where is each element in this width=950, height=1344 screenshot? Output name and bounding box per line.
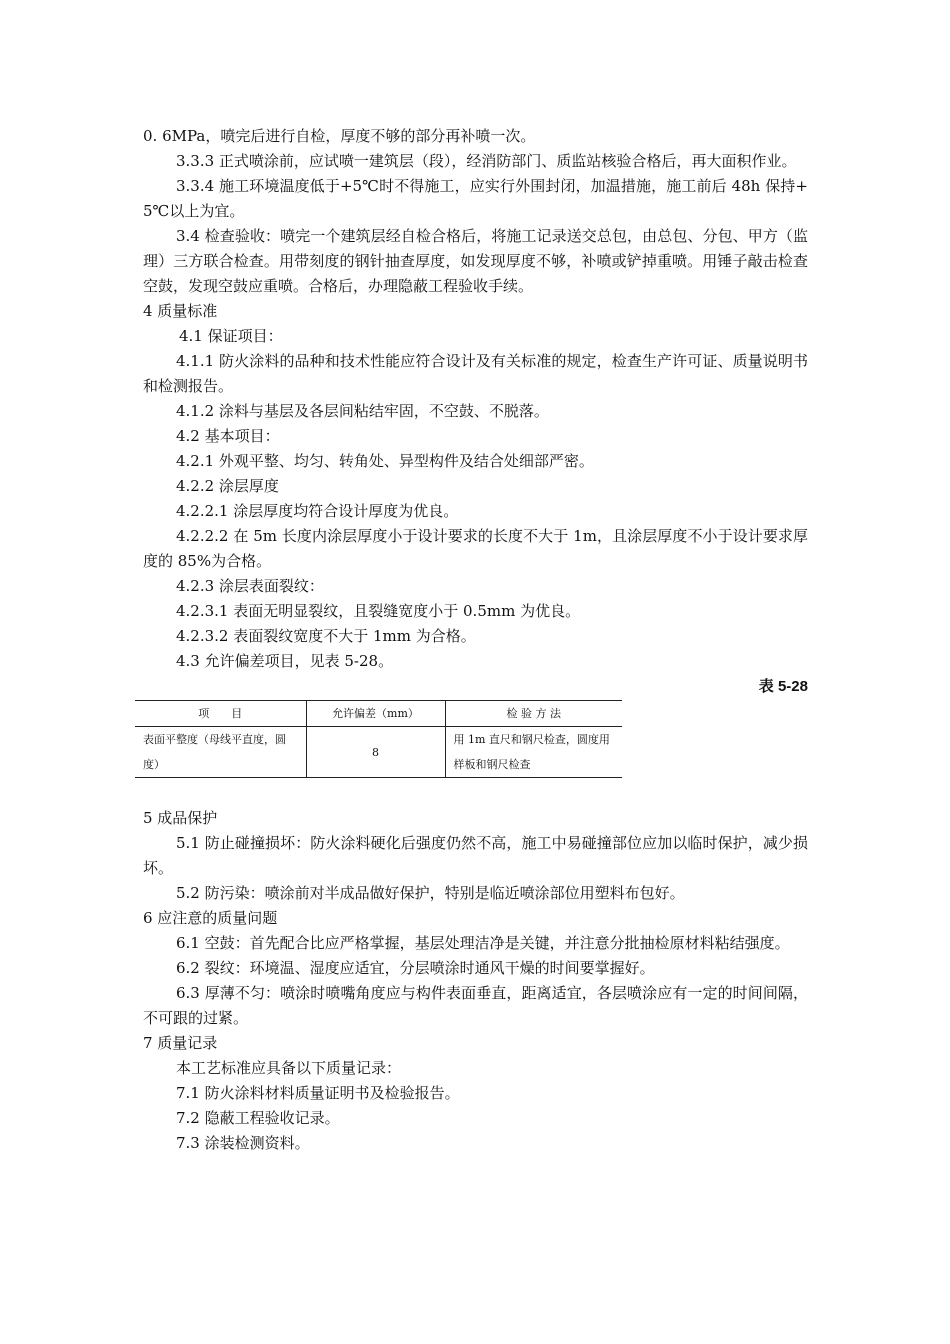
- paragraph-5-1: 5.1 防止碰撞损坏：防火涂料硬化后强度仍然不高，施工中易碰撞部位应加以临时保护，减少损坏。: [143, 834, 808, 877]
- paragraph-4-1: 4.1 保证项目：: [179, 327, 283, 345]
- table-cell-tolerance: 8: [306, 727, 445, 778]
- paragraph-4-2-3-1: 4.2.3.1 表面无明显裂纹，且裂缝宽度小于 0.5mm 为优良。: [176, 602, 581, 620]
- paragraph-4-2-3: 4.2.3 涂层表面裂纹：: [176, 577, 324, 595]
- section-heading-7: 7 质量记录: [143, 1034, 218, 1052]
- paragraph-4-2-2: 4.2.2 涂层厚度: [176, 477, 279, 495]
- paragraph-5-2: 5.2 防污染：喷涂前对半成品做好保护，特别是临近喷涂部位用塑料布包好。: [176, 884, 685, 902]
- table-header-tolerance: 允许偏差（mm）: [306, 701, 445, 727]
- table-header-row: [135, 701, 622, 727]
- paragraph-3-3-4: 3.3.4 施工环境温度低于+5℃时不得施工，应实行外围封闭，加温措施，施工前后 48h 保持+5℃以上为宜。: [143, 177, 808, 220]
- table-cell-item: 表面平整度（母线平直度，圆度）: [135, 727, 306, 778]
- paragraph-6-1: 6.1 空鼓：首先配合比应严格掌握，基层处理洁净是关键，并注意分批抽检原材料粘结强度。: [176, 934, 790, 952]
- paragraph-3-4: 3.4 检查验收：喷完一个建筑层经自检合格后，将施工记录送交总包，由总包、分包、甲方（监理）三方联合检查。用带刻度的钢针抽查厚度，如发现厚度不够，补喷或铲掉重喷。用锤子敲击检查空鼓，发现空鼓应重喷。合格后，办理隐蔽工程验收手续。: [143, 227, 808, 295]
- paragraph-6-2: 6.2 裂纹：环境温、湿度应适宜，分层喷涂时通风干燥的时间要掌握好。: [176, 959, 655, 977]
- paragraph-4-1-1: 4.1.1 防火涂料的品种和技术性能应符合设计及有关标准的规定，检查生产许可证、质量说明书和检测报告。: [143, 352, 808, 395]
- section-heading-4: 4 质量标准: [143, 302, 218, 320]
- paragraph-7-1: 7.1 防火涂料材料质量证明书及检验报告。: [176, 1084, 460, 1102]
- table-row: [135, 727, 622, 778]
- paragraph-continuation: 0. 6MPa，喷完后进行自检，厚度不够的部分再补喷一次。: [143, 127, 536, 145]
- paragraph-7-2: 7.2 隐蔽工程验收记录。: [176, 1109, 340, 1127]
- paragraph-4-2-2-1: 4.2.2.1 涂层厚度均符合设计厚度为优良。: [176, 502, 459, 520]
- paragraph-4-2: 4.2 基本项目：: [176, 427, 280, 445]
- tolerance-table: [135, 700, 622, 778]
- spacer: [143, 778, 808, 806]
- table-header-item: 项 目: [135, 701, 306, 727]
- paragraph-4-2-2-2: 4.2.2.2 在 5m 长度内涂层厚度小于设计要求的长度不大于 1m，且涂层厚度不小于设计要求厚度的 85%为合格。: [143, 527, 808, 570]
- table-cell-method: 用 1m 直尺和钢尺检查，圆度用样板和钢尺检查: [445, 727, 622, 778]
- section-heading-5: 5 成品保护: [143, 809, 218, 827]
- table-header-method: 检 验 方 法: [445, 701, 622, 727]
- document-body: [143, 124, 808, 1156]
- paragraph-7-3: 7.3 涂装检测资料。: [176, 1134, 310, 1152]
- paragraph-4-2-1: 4.2.1 外观平整、均匀、转角处、异型构件及结合处细部严密。: [176, 452, 594, 470]
- paragraph-7-intro: 本工艺标准应具备以下质量记录：: [176, 1059, 402, 1077]
- paragraph-6-3: 6.3 厚薄不匀：喷涂时喷嘴角度应与构件表面垂直，距离适宜，各层喷涂应有一定的时间间隔，不可跟的过紧。: [143, 984, 808, 1027]
- section-heading-6: 6 应注意的质量问题: [143, 909, 278, 927]
- table-caption: 表 5-28: [758, 678, 808, 695]
- paragraph-4-2-3-2: 4.2.3.2 表面裂纹宽度不大于 1mm 为合格。: [176, 627, 476, 645]
- paragraph-4-3: 4.3 允许偏差项目，见表 5-28。: [176, 652, 394, 670]
- paragraph-3-3-3: 3.3.3 正式喷涂前，应试喷一建筑层（段），经消防部门、质监站核验合格后，再大面积作业。: [176, 152, 797, 170]
- paragraph-4-1-2: 4.1.2 涂料与基层及各层间粘结牢固，不空鼓、不脱落。: [176, 402, 549, 420]
